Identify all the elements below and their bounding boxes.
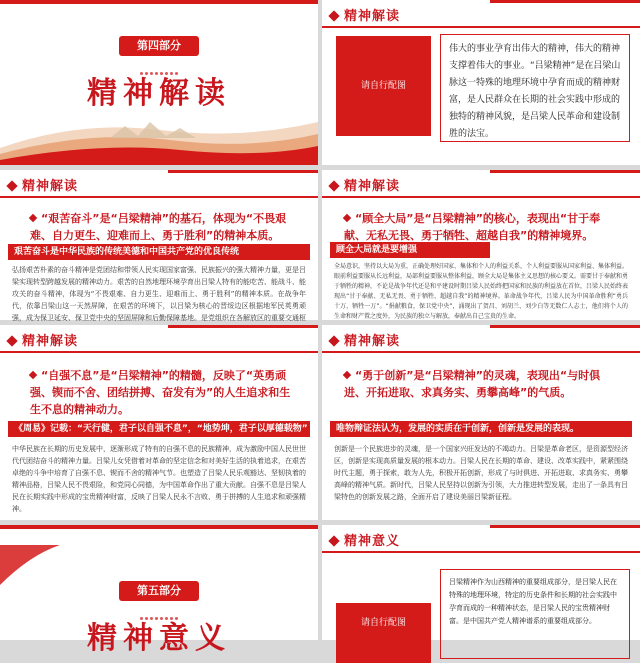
header-text: 精神解读 <box>344 334 401 349</box>
slide-header <box>322 170 640 198</box>
header-text: 精神意义 <box>344 534 401 549</box>
significance-text-box: 吕梁精神作为山西精神的重要组成部分，是吕梁人民在特殊的地理环境，特定的历史条件和长期的社会实践中孕育而成的一种精神状态，是吕梁人民的宝贵精神财富。是中国共产党人精神谱系的重要组成部分。 <box>440 569 630 659</box>
header-text: 精神解读 <box>344 179 401 194</box>
key-quote <box>344 367 616 401</box>
section-label: 第四部分 <box>119 36 199 56</box>
slide-section-five[interactable] <box>0 525 318 656</box>
slide-interpretation-intro[interactable] <box>322 0 640 165</box>
body-paragraph: 创新是一个民族进步的灵魂，是一个国家兴旺发达的不竭动力。吕梁是革命老区，是资源型经济区，创新是实现高质量发展的根本动力。吕梁人民在长期的革命、建设、改革实践中，紧紧围绕时代主题，勇于探索，敢为人先，积极开拓创新，形成了与时俱进、开拓进取、求真务实、勇攀高峰的精神气质。新时代，吕梁人民坚持以创新为引领，大力推进转型发展，走出了一条具有吕梁特色的创新发展之路，全面开启了建设美丽吕梁新征程。 <box>334 445 628 501</box>
top-accent-bar <box>0 0 318 4</box>
header-accent <box>168 325 318 328</box>
header-title <box>330 175 400 194</box>
red-bar-title: 顾全大局就是要增强 <box>330 242 490 258</box>
diamond-icon <box>6 335 17 346</box>
slide-hard-work[interactable] <box>0 170 318 320</box>
section-label: 第五部分 <box>119 581 199 601</box>
header-accent <box>490 325 640 328</box>
header-title <box>330 530 400 549</box>
red-bar-title: 唯物辩证法认为，发展的实质在于创新，创新是发展的表现。 <box>330 421 632 437</box>
body-paragraph: 中华民族在长期的历史发展中，逐渐形成了特有的自强不息的民族精神，成为激励中国人民世世代代团结奋斗的精神力量。吕梁儿女凭借着对革命的坚定信念和对美好生活的执着追求，在艰苦卓绝的斗争中培育了自强不息、锲而不舍的精神气节。也塑造了吕梁人民乐观豁达、坚韧执着的精神品格，吕梁人民不畏艰险，和党同心同德，为中国革命作出了重大贡献。自强不息是吕梁人民在长期实践中形成的宝贵精神财富，反映了吕梁人民永不言败、勇于拼搏的人生追求和顽强精神。 <box>12 445 306 513</box>
slide-section-four[interactable] <box>0 0 318 165</box>
dot-divider <box>139 605 179 611</box>
key-quote <box>30 210 292 244</box>
dot-divider <box>139 60 179 66</box>
image-placeholder[interactable]: 请自行配图 <box>336 603 431 663</box>
slide-header <box>0 170 318 198</box>
diamond-icon <box>29 214 37 222</box>
diamond-icon <box>29 371 37 379</box>
slide-significance[interactable] <box>322 525 640 640</box>
diamond-icon <box>328 335 339 346</box>
header-text: 精神解读 <box>22 179 79 194</box>
header-text: 精神解读 <box>22 334 79 349</box>
red-bar-title: 《周易》记载：“天行健，君子以自强不息”，“地势坤，君子以厚德载物” <box>8 421 310 437</box>
header-title <box>8 330 78 349</box>
diamond-icon <box>328 180 339 191</box>
slide-header <box>322 525 640 553</box>
section-title: 精神解读 <box>87 76 231 111</box>
diamond-icon <box>343 371 351 379</box>
red-wave-decoration <box>0 108 318 165</box>
header-title <box>8 175 78 194</box>
diamond-icon <box>6 180 17 191</box>
body-paragraph: 弘扬艰苦朴素的奋斗精神是党团结和带领人民实现国家富强、民族振兴的强大精神力量，更是吕梁实现转型跨越发展的精神动力。艰苦的自然地理环境孕育出吕梁人特有的能吃苦、能战斗、能攻关的奋斗精神，体现为“不畏艰难、自力更生、迎难而上、勇于胜利”的精神本质。在战争年代，依靠吕梁山这一天然屏障，在艰苦的环境下，以吕梁为核心的晋绥边区根据地军民英勇顽强，成为保卫延安、保卫党中央的坚固屏障和后勤保障基地。是党组织在各解放区的重要交通枢 <box>12 266 306 322</box>
key-quote-text: “自强不息”是“吕梁精神”的精髓，反映了“英勇顽强、锲而不舍、团结拼搏、奋发有为”的人生追求和生生不息的精神动力。 <box>30 369 291 416</box>
red-corner-decoration <box>0 545 60 585</box>
slide-overall-situation[interactable] <box>322 170 640 320</box>
header-accent <box>168 170 318 173</box>
red-bar-title: 艰苦奋斗是中华民族的传统美德和中国共产党的优良传统 <box>8 244 310 260</box>
body-paragraph: 全局意识，坚持以大局为重，正确处理好国家、集体和个人的利益关系，个人利益要服从国家利益、集体利益。眼前利益要服从长远利益，局部利益要服从整体利益，顾全大局是集体主义思想的核心要义。需要甘于奉献和勇于牺牲的精神，不论是战争年代还是和平建设时期吕梁人民始终把国家和民族的利益放在首位，吕梁人民始终表现出“甘于奉献、无私无畏、勇于牺牲、超越自我”的精神境界。革命战争年代，吕梁人民为中国革命胜利“勇兵十万，牺牲一万”。“捐献粮食，保卫党中央”，涌现出了贺昌、刘胡兰、刘少白等无数仁人志士，他们将个人的生命和财产置之度外，为民族的独立与解放，奉献出自己宝贵的生命。 <box>334 263 629 320</box>
slide-header <box>322 325 640 353</box>
key-quote-text: “艰苦奋斗”是“吕梁精神”的基石，体现为“不畏艰难、自力更生、迎难而上、勇于胜利”的精神本质。 <box>30 212 287 242</box>
diamond-icon <box>328 535 339 546</box>
image-placeholder[interactable]: 请自行配图 <box>336 36 431 136</box>
key-quote <box>30 367 296 418</box>
intro-text-box: 伟大的事业孕育出伟大的精神，伟大的精神支撑着伟大的事业。“吕梁精神”是在吕梁山脉这一特殊的地理环境中孕育而成的精神财富，是人民群众在长期的社会实践中形成的独特的精神风貌，是吕梁人民革命和建设制胜的法宝。 <box>440 34 630 142</box>
diamond-icon <box>343 214 351 222</box>
slide-innovation[interactable] <box>322 325 640 520</box>
slide-self-strengthening[interactable] <box>0 325 318 520</box>
diamond-icon <box>328 10 339 21</box>
section-title: 精神意义 <box>87 621 231 656</box>
key-quote-text: “勇于创新”是“吕梁精神”的灵魂，表现出“与时俱进、开拓进取、求真务实、勇攀高峰”的气质。 <box>344 369 601 399</box>
header-accent <box>490 0 640 3</box>
header-text: 精神解读 <box>344 9 401 24</box>
header-accent <box>490 170 640 173</box>
key-quote-text: “顾全大局”是“吕梁精神”的核心，表现出“甘于奉献、无私无畏、勇于牺牲、超越自我”的精神境界。 <box>344 212 601 242</box>
top-accent-bar <box>0 525 318 529</box>
slide-header <box>0 325 318 353</box>
header-title <box>330 5 400 24</box>
header-title <box>330 330 400 349</box>
header-accent <box>490 525 640 528</box>
slide-header <box>322 0 640 28</box>
key-quote <box>344 210 614 244</box>
